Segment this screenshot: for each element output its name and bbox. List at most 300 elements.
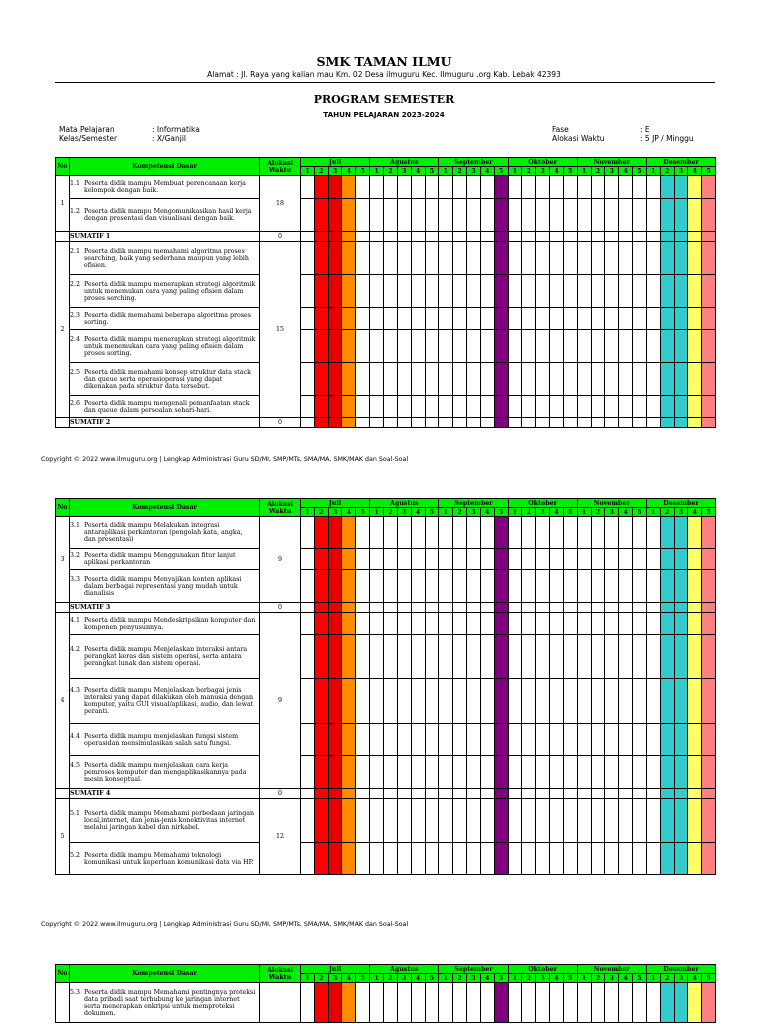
week-cell — [550, 275, 564, 308]
week-cell — [328, 603, 342, 613]
week-cell — [702, 570, 716, 603]
week-cell — [370, 570, 384, 603]
week-cell — [439, 242, 453, 275]
week-cell — [301, 176, 315, 199]
week-cell — [660, 199, 674, 232]
week-cell — [411, 789, 425, 799]
week-cell — [480, 789, 494, 799]
kd-number: 2.2 — [70, 280, 81, 288]
week-cell — [591, 724, 605, 756]
week-cell — [619, 330, 633, 363]
header-week: 3 — [467, 974, 481, 983]
kd-text: Peserta didik mampu Memahami teknologi komunikasi untuk keperluan komunikasi data via HP. — [84, 851, 254, 866]
header-week: 4 — [411, 167, 425, 176]
week-cell — [550, 603, 564, 613]
kd-number: 2.6 — [70, 399, 81, 407]
week-cell — [467, 799, 481, 843]
week-cell — [550, 308, 564, 330]
week-cell — [508, 232, 522, 242]
header-no: No — [56, 965, 70, 983]
week-cell — [384, 396, 398, 418]
header-week: 3 — [397, 167, 411, 176]
week-cell — [301, 330, 315, 363]
week-cell — [674, 275, 688, 308]
week-cell — [480, 983, 494, 1023]
week-cell — [577, 756, 591, 789]
week-cell — [425, 756, 439, 789]
group-number: 2 — [56, 242, 70, 418]
week-cell — [439, 418, 453, 428]
week-cell — [453, 549, 467, 570]
week-cell — [301, 603, 315, 613]
week-cell — [370, 724, 384, 756]
week-cell — [688, 549, 702, 570]
meta-time-label: Alokasi Waktu — [552, 134, 605, 143]
week-cell — [397, 232, 411, 242]
week-cell — [453, 176, 467, 199]
week-cell — [632, 679, 646, 724]
week-cell — [591, 363, 605, 396]
week-cell — [314, 176, 328, 199]
school-address: Alamat : Jl. Raya yang kalian mau Km. 02 Desa ilmuguru Kec. Ilmuguru .org Kab. Lebak 42393 — [207, 70, 561, 79]
week-cell — [425, 549, 439, 570]
week-cell — [632, 242, 646, 275]
week-cell — [480, 843, 494, 875]
week-cell — [591, 549, 605, 570]
week-cell — [605, 242, 619, 275]
program-table-page-1 — [55, 157, 716, 428]
week-cell — [453, 242, 467, 275]
week-cell — [314, 232, 328, 242]
week-cell — [550, 330, 564, 363]
week-cell — [563, 635, 577, 679]
week-cell — [563, 549, 577, 570]
kd-item — [70, 308, 260, 330]
week-cell — [702, 275, 716, 308]
week-cell — [619, 199, 633, 232]
week-cell — [591, 635, 605, 679]
week-cell — [397, 308, 411, 330]
week-cell — [688, 603, 702, 613]
week-cell — [439, 799, 453, 843]
week-cell — [591, 983, 605, 1023]
week-cell — [370, 232, 384, 242]
week-cell — [370, 330, 384, 363]
week-cell — [646, 799, 660, 843]
kd-row — [56, 635, 716, 679]
week-cell — [563, 613, 577, 635]
week-cell — [328, 679, 342, 724]
week-cell — [397, 549, 411, 570]
week-cell — [605, 613, 619, 635]
week-cell — [301, 199, 315, 232]
header-week: 5 — [494, 974, 508, 983]
week-cell — [439, 983, 453, 1023]
week-cell — [591, 275, 605, 308]
week-cell — [356, 176, 370, 199]
kd-row — [56, 843, 716, 875]
week-cell — [619, 756, 633, 789]
week-cell — [563, 308, 577, 330]
week-cell — [646, 199, 660, 232]
week-cell — [660, 983, 674, 1023]
sumatif-alokasi: 0 — [260, 418, 301, 428]
group-number: 5 — [56, 799, 70, 875]
week-cell — [480, 756, 494, 789]
week-cell — [646, 613, 660, 635]
week-cell — [342, 232, 356, 242]
week-cell — [508, 199, 522, 232]
week-cell — [425, 176, 439, 199]
week-cell — [494, 799, 508, 843]
week-cell — [508, 983, 522, 1023]
week-cell — [314, 635, 328, 679]
week-cell — [688, 308, 702, 330]
meta-subject-label: Mata Pelajaran — [59, 125, 115, 134]
week-cell — [467, 418, 481, 428]
week-cell — [397, 679, 411, 724]
week-cell — [480, 363, 494, 396]
week-cell — [494, 176, 508, 199]
week-cell — [384, 242, 398, 275]
header-no: No — [56, 499, 70, 517]
week-cell — [646, 242, 660, 275]
header-week: 2 — [522, 974, 536, 983]
week-cell — [522, 517, 536, 549]
week-cell — [646, 275, 660, 308]
header-month: Agustus — [370, 499, 439, 508]
header-week: 5 — [425, 508, 439, 517]
week-cell — [688, 275, 702, 308]
header-month: Juli — [301, 499, 370, 508]
header-week: 5 — [425, 974, 439, 983]
header-month: November — [577, 965, 646, 974]
week-cell — [425, 724, 439, 756]
week-cell — [605, 396, 619, 418]
week-cell — [577, 679, 591, 724]
week-cell — [314, 308, 328, 330]
header-week: 4 — [619, 508, 633, 517]
week-cell — [646, 396, 660, 418]
week-cell — [370, 603, 384, 613]
week-cell — [328, 308, 342, 330]
week-cell — [425, 603, 439, 613]
week-cell — [397, 517, 411, 549]
week-cell — [688, 232, 702, 242]
week-cell — [411, 549, 425, 570]
alokasi-waktu: 18 — [260, 176, 301, 232]
week-cell — [605, 232, 619, 242]
week-cell — [356, 308, 370, 330]
sumatif-label: SUMATIF 1 — [70, 232, 260, 242]
week-cell — [494, 789, 508, 799]
week-cell — [467, 635, 481, 679]
week-cell — [370, 199, 384, 232]
kd-text: Peserta didik mampu Menjelaskan interaksi antara perangkat keras dan sistem operasi, serta antara perangkat lunak dan sistem operasi. — [84, 646, 248, 667]
week-cell — [370, 308, 384, 330]
week-cell — [577, 242, 591, 275]
week-cell — [550, 396, 564, 418]
kd-row — [56, 517, 716, 549]
week-cell — [632, 983, 646, 1023]
week-cell — [646, 789, 660, 799]
kd-number: 4.5 — [70, 761, 81, 769]
week-cell — [646, 570, 660, 603]
kd-item — [70, 517, 260, 549]
week-cell — [508, 756, 522, 789]
week-cell — [605, 983, 619, 1023]
week-cell — [577, 549, 591, 570]
week-cell — [425, 396, 439, 418]
program-table-page-3 — [55, 964, 716, 1023]
week-cell — [674, 363, 688, 396]
week-cell — [425, 275, 439, 308]
kd-row — [56, 176, 716, 199]
week-cell — [411, 232, 425, 242]
sumatif-no — [56, 232, 70, 242]
group-number: 4 — [56, 613, 70, 789]
week-cell — [688, 242, 702, 275]
week-cell — [480, 799, 494, 843]
week-cell — [508, 176, 522, 199]
header-alokasi: Alokasi Waktu — [260, 965, 301, 983]
week-cell — [384, 232, 398, 242]
week-cell — [328, 789, 342, 799]
header-week: 3 — [536, 974, 550, 983]
week-cell — [619, 679, 633, 724]
sumatif-row — [56, 603, 716, 613]
week-cell — [425, 363, 439, 396]
week-cell — [619, 232, 633, 242]
week-cell — [370, 418, 384, 428]
header-week: 4 — [342, 508, 356, 517]
week-cell — [674, 679, 688, 724]
alokasi-waktu: 15 — [260, 242, 301, 418]
week-cell — [702, 396, 716, 418]
header-week: 4 — [411, 974, 425, 983]
week-cell — [632, 517, 646, 549]
week-cell — [314, 799, 328, 843]
kd-item — [70, 275, 260, 308]
week-cell — [674, 396, 688, 418]
week-cell — [577, 613, 591, 635]
week-cell — [702, 799, 716, 843]
week-cell — [314, 242, 328, 275]
week-cell — [591, 789, 605, 799]
week-cell — [660, 396, 674, 418]
week-cell — [660, 275, 674, 308]
week-cell — [508, 242, 522, 275]
week-cell — [522, 232, 536, 242]
week-cell — [550, 843, 564, 875]
header-week: 5 — [356, 167, 370, 176]
week-cell — [494, 242, 508, 275]
week-cell — [674, 549, 688, 570]
week-cell — [591, 756, 605, 789]
week-cell — [688, 396, 702, 418]
week-cell — [550, 613, 564, 635]
week-cell — [328, 275, 342, 308]
week-cell — [467, 756, 481, 789]
week-cell — [522, 199, 536, 232]
kd-number: 5.3 — [70, 988, 81, 996]
week-cell — [522, 176, 536, 199]
week-cell — [425, 843, 439, 875]
week-cell — [453, 603, 467, 613]
week-cell — [494, 570, 508, 603]
week-cell — [370, 275, 384, 308]
week-cell — [328, 242, 342, 275]
week-cell — [384, 199, 398, 232]
week-cell — [342, 789, 356, 799]
week-cell — [356, 603, 370, 613]
week-cell — [384, 603, 398, 613]
week-cell — [480, 724, 494, 756]
week-cell — [660, 570, 674, 603]
header-week: 2 — [384, 508, 398, 517]
header-week: 2 — [314, 167, 328, 176]
week-cell — [328, 549, 342, 570]
week-cell — [632, 396, 646, 418]
kd-item — [70, 756, 260, 789]
week-cell — [328, 613, 342, 635]
week-cell — [660, 756, 674, 789]
week-cell — [508, 308, 522, 330]
week-cell — [467, 330, 481, 363]
week-cell — [522, 679, 536, 724]
week-cell — [439, 275, 453, 308]
kd-item — [70, 549, 260, 570]
week-cell — [619, 418, 633, 428]
week-cell — [425, 308, 439, 330]
week-cell — [605, 363, 619, 396]
week-cell — [356, 799, 370, 843]
week-cell — [688, 799, 702, 843]
week-cell — [397, 570, 411, 603]
header-week: 4 — [480, 167, 494, 176]
week-cell — [550, 789, 564, 799]
week-cell — [356, 679, 370, 724]
week-cell — [536, 517, 550, 549]
week-cell — [494, 983, 508, 1023]
week-cell — [660, 308, 674, 330]
week-cell — [480, 418, 494, 428]
header-week: 1 — [370, 974, 384, 983]
sumatif-alokasi: 0 — [260, 232, 301, 242]
week-cell — [605, 549, 619, 570]
week-cell — [328, 635, 342, 679]
week-cell — [384, 275, 398, 308]
week-cell — [702, 363, 716, 396]
week-cell — [494, 603, 508, 613]
week-cell — [301, 570, 315, 603]
week-cell — [563, 517, 577, 549]
kd-text: Peserta didik mampu mengenali pemanfaatan stack dan queue dalam persoalan sehari-hari. — [84, 399, 250, 414]
week-cell — [536, 330, 550, 363]
week-cell — [674, 418, 688, 428]
week-cell — [522, 242, 536, 275]
week-cell — [467, 396, 481, 418]
sumatif-label: SUMATIF 4 — [70, 789, 260, 799]
week-cell — [411, 242, 425, 275]
kd-item — [70, 176, 260, 199]
week-cell — [453, 275, 467, 308]
week-cell — [536, 789, 550, 799]
week-cell — [591, 199, 605, 232]
week-cell — [522, 789, 536, 799]
week-cell — [480, 330, 494, 363]
week-cell — [577, 199, 591, 232]
week-cell — [536, 176, 550, 199]
week-cell — [605, 199, 619, 232]
week-cell — [619, 308, 633, 330]
kd-item — [70, 843, 260, 875]
week-cell — [632, 843, 646, 875]
week-cell — [397, 330, 411, 363]
week-cell — [702, 232, 716, 242]
week-cell — [342, 635, 356, 679]
sumatif-no — [56, 418, 70, 428]
week-cell — [674, 570, 688, 603]
week-cell — [356, 756, 370, 789]
week-cell — [384, 756, 398, 789]
week-cell — [646, 983, 660, 1023]
week-cell — [591, 176, 605, 199]
week-cell — [342, 613, 356, 635]
kd-item — [70, 330, 260, 363]
week-cell — [301, 308, 315, 330]
week-cell — [411, 613, 425, 635]
week-cell — [411, 679, 425, 724]
week-cell — [702, 635, 716, 679]
school-name: SMK TAMAN ILMU — [316, 54, 452, 69]
week-cell — [301, 756, 315, 789]
kd-number: 1.1 — [70, 180, 81, 187]
week-cell — [660, 232, 674, 242]
week-cell — [674, 756, 688, 789]
week-cell — [467, 724, 481, 756]
week-cell — [453, 679, 467, 724]
week-cell — [397, 613, 411, 635]
week-cell — [508, 724, 522, 756]
week-cell — [577, 843, 591, 875]
week-cell — [688, 176, 702, 199]
week-cell — [646, 363, 660, 396]
header-month: Oktober — [508, 499, 577, 508]
week-cell — [646, 517, 660, 549]
week-cell — [480, 308, 494, 330]
kd-item — [70, 983, 260, 1023]
week-cell — [314, 603, 328, 613]
week-cell — [522, 983, 536, 1023]
kd-text: Peserta didik mampu Mengomunikasikan hasil kerja dengan presentasi dan visualisasi dengan baik. — [84, 208, 252, 222]
week-cell — [384, 517, 398, 549]
week-cell — [508, 635, 522, 679]
week-cell — [453, 635, 467, 679]
kd-row — [56, 199, 716, 232]
week-cell — [397, 724, 411, 756]
week-cell — [550, 756, 564, 789]
week-cell — [577, 724, 591, 756]
week-cell — [563, 232, 577, 242]
week-cell — [480, 613, 494, 635]
kd-row — [56, 308, 716, 330]
header-divider — [55, 82, 715, 83]
week-cell — [702, 789, 716, 799]
week-cell — [605, 275, 619, 308]
week-cell — [342, 679, 356, 724]
sumatif-alokasi: 0 — [260, 789, 301, 799]
